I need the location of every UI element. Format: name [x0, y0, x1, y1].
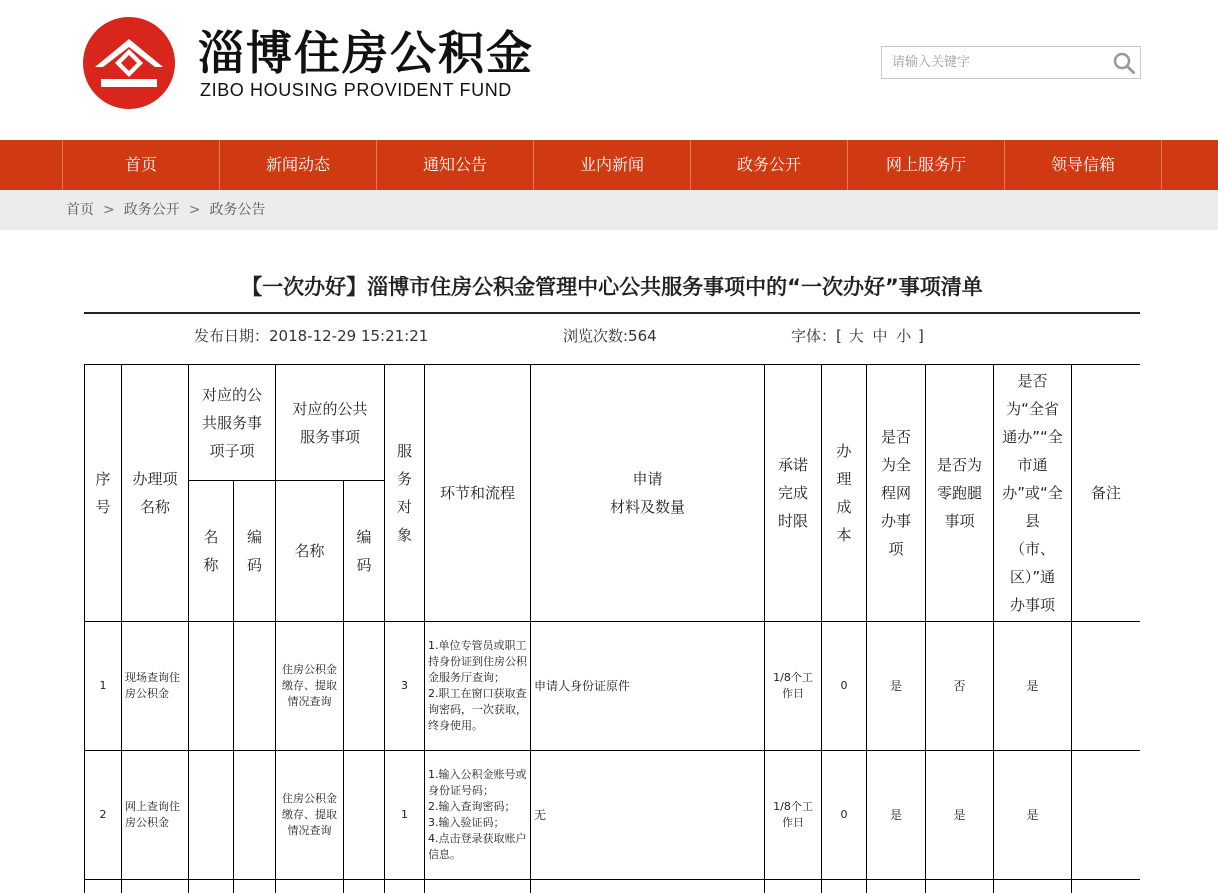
header-text: 材料及数量	[610, 498, 686, 516]
header-sub-code	[234, 481, 276, 622]
main-nav	[0, 140, 1218, 190]
table-row	[85, 622, 1141, 751]
header-universal	[994, 365, 1072, 622]
logo-icon[interactable]	[83, 17, 175, 109]
cell-sub-code	[234, 880, 276, 893]
header-target	[385, 365, 425, 622]
cell-item-name: 现场查询住房公积金	[122, 622, 189, 751]
header-text: 是否	[1017, 372, 1048, 390]
header-text: 对	[397, 498, 413, 516]
process-step: 2.职工在窗口获取查询密码，一次获取，终身使用。	[428, 687, 528, 732]
cell-public-code	[344, 622, 385, 751]
breadcrumb-home[interactable]: 首页	[66, 202, 94, 218]
header-text: 项子项	[209, 441, 255, 460]
nav-item-home[interactable]: 首页	[63, 140, 220, 190]
font-size-medium[interactable]: 中	[872, 327, 888, 345]
cell-online: 是	[867, 751, 926, 880]
cell-sub-code	[234, 751, 276, 880]
header-text: 县	[1025, 512, 1041, 530]
site-name-cn: 淄博住房公积金	[198, 26, 534, 80]
header-text: 服	[397, 442, 413, 460]
header-text: 办事	[881, 512, 912, 530]
header-online	[867, 365, 926, 622]
header-text: 是否为	[937, 456, 983, 474]
cell-target: 1	[385, 751, 425, 880]
cell-materials: 无	[531, 751, 765, 880]
breadcrumb-separator: >	[103, 202, 115, 218]
cell-zero-run: 否	[926, 622, 994, 751]
header-text: （市、	[1010, 540, 1056, 558]
header-text: 码	[247, 556, 263, 574]
cell-online	[867, 880, 926, 893]
header-text: 服务事项	[300, 427, 361, 446]
cell-public-name: 住房公积金缴存、提取情况查询	[276, 751, 344, 880]
header-item-name	[122, 365, 189, 622]
cell-zero-run: 是	[926, 751, 994, 880]
header-text: 为全	[881, 456, 912, 474]
breadcrumb-gov-affairs[interactable]: 政务公开	[123, 202, 180, 218]
header-text: 象	[397, 526, 413, 544]
header-text: 号	[95, 498, 111, 516]
header-text: 称	[203, 556, 219, 574]
font-size-large[interactable]: 大	[848, 327, 864, 345]
site-name-en: ZIBO HOUSING PROVIDENT FUND	[200, 80, 512, 100]
nav-item-leader-mailbox[interactable]: 领导信箱	[1005, 140, 1162, 190]
cell-item-name: 网上查询住房公积金	[122, 751, 189, 880]
breadcrumb-gov-notice[interactable]: 政务公告	[209, 202, 266, 218]
nav-item-gov-affairs[interactable]: 政务公开	[691, 140, 848, 190]
process-step: 4.点击登录获取账户信息。	[428, 832, 527, 861]
cell-public-name: 住房公积金缴存、提取情况查询	[276, 622, 344, 751]
process-step: 2.输入查询密码；	[428, 800, 516, 813]
process-step: 1.单位专管员或职工持身份证到住房公积金服务厅查询；	[428, 639, 528, 684]
header-text: 码	[356, 556, 372, 574]
cell-cost	[822, 880, 867, 893]
font-size-label: 字体：[	[791, 327, 842, 345]
cell-remark	[1072, 622, 1140, 751]
cell-target	[385, 880, 425, 893]
cell-time-limit: 1/8个工作日	[765, 751, 822, 880]
cell-materials	[531, 880, 765, 893]
header-seq	[85, 365, 122, 622]
search-input[interactable]	[882, 47, 1102, 78]
header-text: 名	[203, 528, 219, 546]
cell-target: 3	[385, 622, 425, 751]
nav-item-industry-news[interactable]: 业内新闻	[534, 140, 691, 190]
font-size-switcher	[791, 325, 924, 346]
header-text: 名称	[139, 498, 170, 516]
header-text: 办”或“全	[1002, 484, 1063, 502]
cell-cost: 0	[822, 751, 867, 880]
cell-process	[425, 751, 531, 880]
header-text: 本	[836, 526, 852, 544]
table-row	[85, 751, 1141, 880]
cell-process	[425, 622, 531, 751]
header-text: 为“全省	[1006, 400, 1059, 418]
site-header	[0, 0, 1218, 140]
header-text: 申请	[632, 470, 663, 488]
cell-materials: 申请人身份证原件	[531, 622, 765, 751]
header-text: 零跑腿	[937, 484, 983, 502]
header-text: 区）”通	[1009, 568, 1056, 586]
publish-date: 发布日期：2018-12-29 15:21:21	[194, 327, 429, 345]
header-process: 环节和流程	[425, 365, 531, 622]
cell-public-code	[344, 751, 385, 880]
header-text: 时限	[778, 512, 809, 530]
cell-cost: 0	[822, 622, 867, 751]
cell-universal: 是	[994, 622, 1072, 751]
view-count: 浏览次数:564	[563, 327, 657, 345]
cell-remark	[1072, 751, 1140, 880]
cell-seq: 1	[85, 622, 122, 751]
header-text: 对应的公	[202, 385, 263, 404]
article-title: 【一次办好】淄博市住房公积金管理中心公共服务事项中的“一次办好”事项清单	[241, 275, 983, 299]
header-text: 对应的公共	[292, 399, 368, 418]
cell-sub-name	[189, 622, 234, 751]
font-size-bracket: ]	[918, 327, 924, 345]
header-cost	[822, 365, 867, 622]
process-step: 3.输入验证码；	[428, 816, 505, 829]
header-time-limit	[765, 365, 822, 622]
header-text: 项	[888, 540, 904, 558]
cell-public-name	[276, 880, 344, 893]
cell-universal	[994, 880, 1072, 893]
nav-item-notices[interactable]: 通知公告	[377, 140, 534, 190]
cell-public-code	[344, 880, 385, 893]
header-text: 编	[247, 528, 263, 546]
search-icon[interactable]	[1112, 51, 1136, 75]
header-text: 办	[836, 442, 852, 460]
header-text: 市通	[1017, 456, 1048, 474]
header-sub-item	[189, 365, 276, 481]
table-row	[85, 880, 1141, 893]
header-text: 务	[397, 470, 413, 488]
process-step: 1.输入公积金账号或身份证号码；	[428, 768, 527, 797]
cell-time-limit: 1/8个工作日	[765, 622, 822, 751]
header-text: 承诺	[778, 456, 809, 474]
header-text: 程网	[881, 484, 912, 502]
nav-item-online-service[interactable]: 网上服务厅	[848, 140, 1005, 190]
header-text: 办理项	[132, 470, 178, 488]
cell-remark	[1072, 880, 1140, 893]
title-divider	[84, 312, 1140, 314]
cell-sub-name	[189, 751, 234, 880]
header-text: 成	[836, 498, 852, 516]
search-box	[881, 46, 1141, 79]
header-public-item	[276, 365, 385, 481]
cell-sub-name	[189, 880, 234, 893]
cell-online: 是	[867, 622, 926, 751]
cell-universal: 是	[994, 751, 1072, 880]
header-text: 共服务事	[202, 413, 263, 432]
cell-zero-run	[926, 880, 994, 893]
header-public-code	[344, 481, 385, 622]
service-list-table	[84, 364, 1140, 893]
header-sub-name	[189, 481, 234, 622]
cell-sub-code	[234, 622, 276, 751]
header-zero-run	[926, 365, 994, 622]
header-text: 是否	[881, 428, 912, 446]
header-text: 事项	[944, 512, 975, 530]
header-text: 通办”“全	[1002, 428, 1063, 446]
header-text: 完成	[778, 484, 809, 502]
font-size-small[interactable]: 小	[896, 327, 912, 345]
header-text: 办事项	[1010, 596, 1056, 614]
header-text: 序	[95, 470, 111, 488]
header-remark: 备注	[1072, 365, 1140, 622]
header-text: 编	[356, 528, 372, 546]
cell-time-limit	[765, 880, 822, 893]
header-materials	[531, 365, 765, 622]
breadcrumb-separator: >	[188, 202, 201, 218]
cell-process	[425, 880, 531, 893]
breadcrumb	[0, 190, 1218, 230]
header-public-name: 名称	[276, 481, 344, 622]
header-text: 理	[836, 470, 852, 488]
nav-item-news[interactable]: 新闻动态	[220, 140, 377, 190]
cell-seq	[85, 880, 122, 893]
cell-item-name	[122, 880, 189, 893]
cell-seq: 2	[85, 751, 122, 880]
